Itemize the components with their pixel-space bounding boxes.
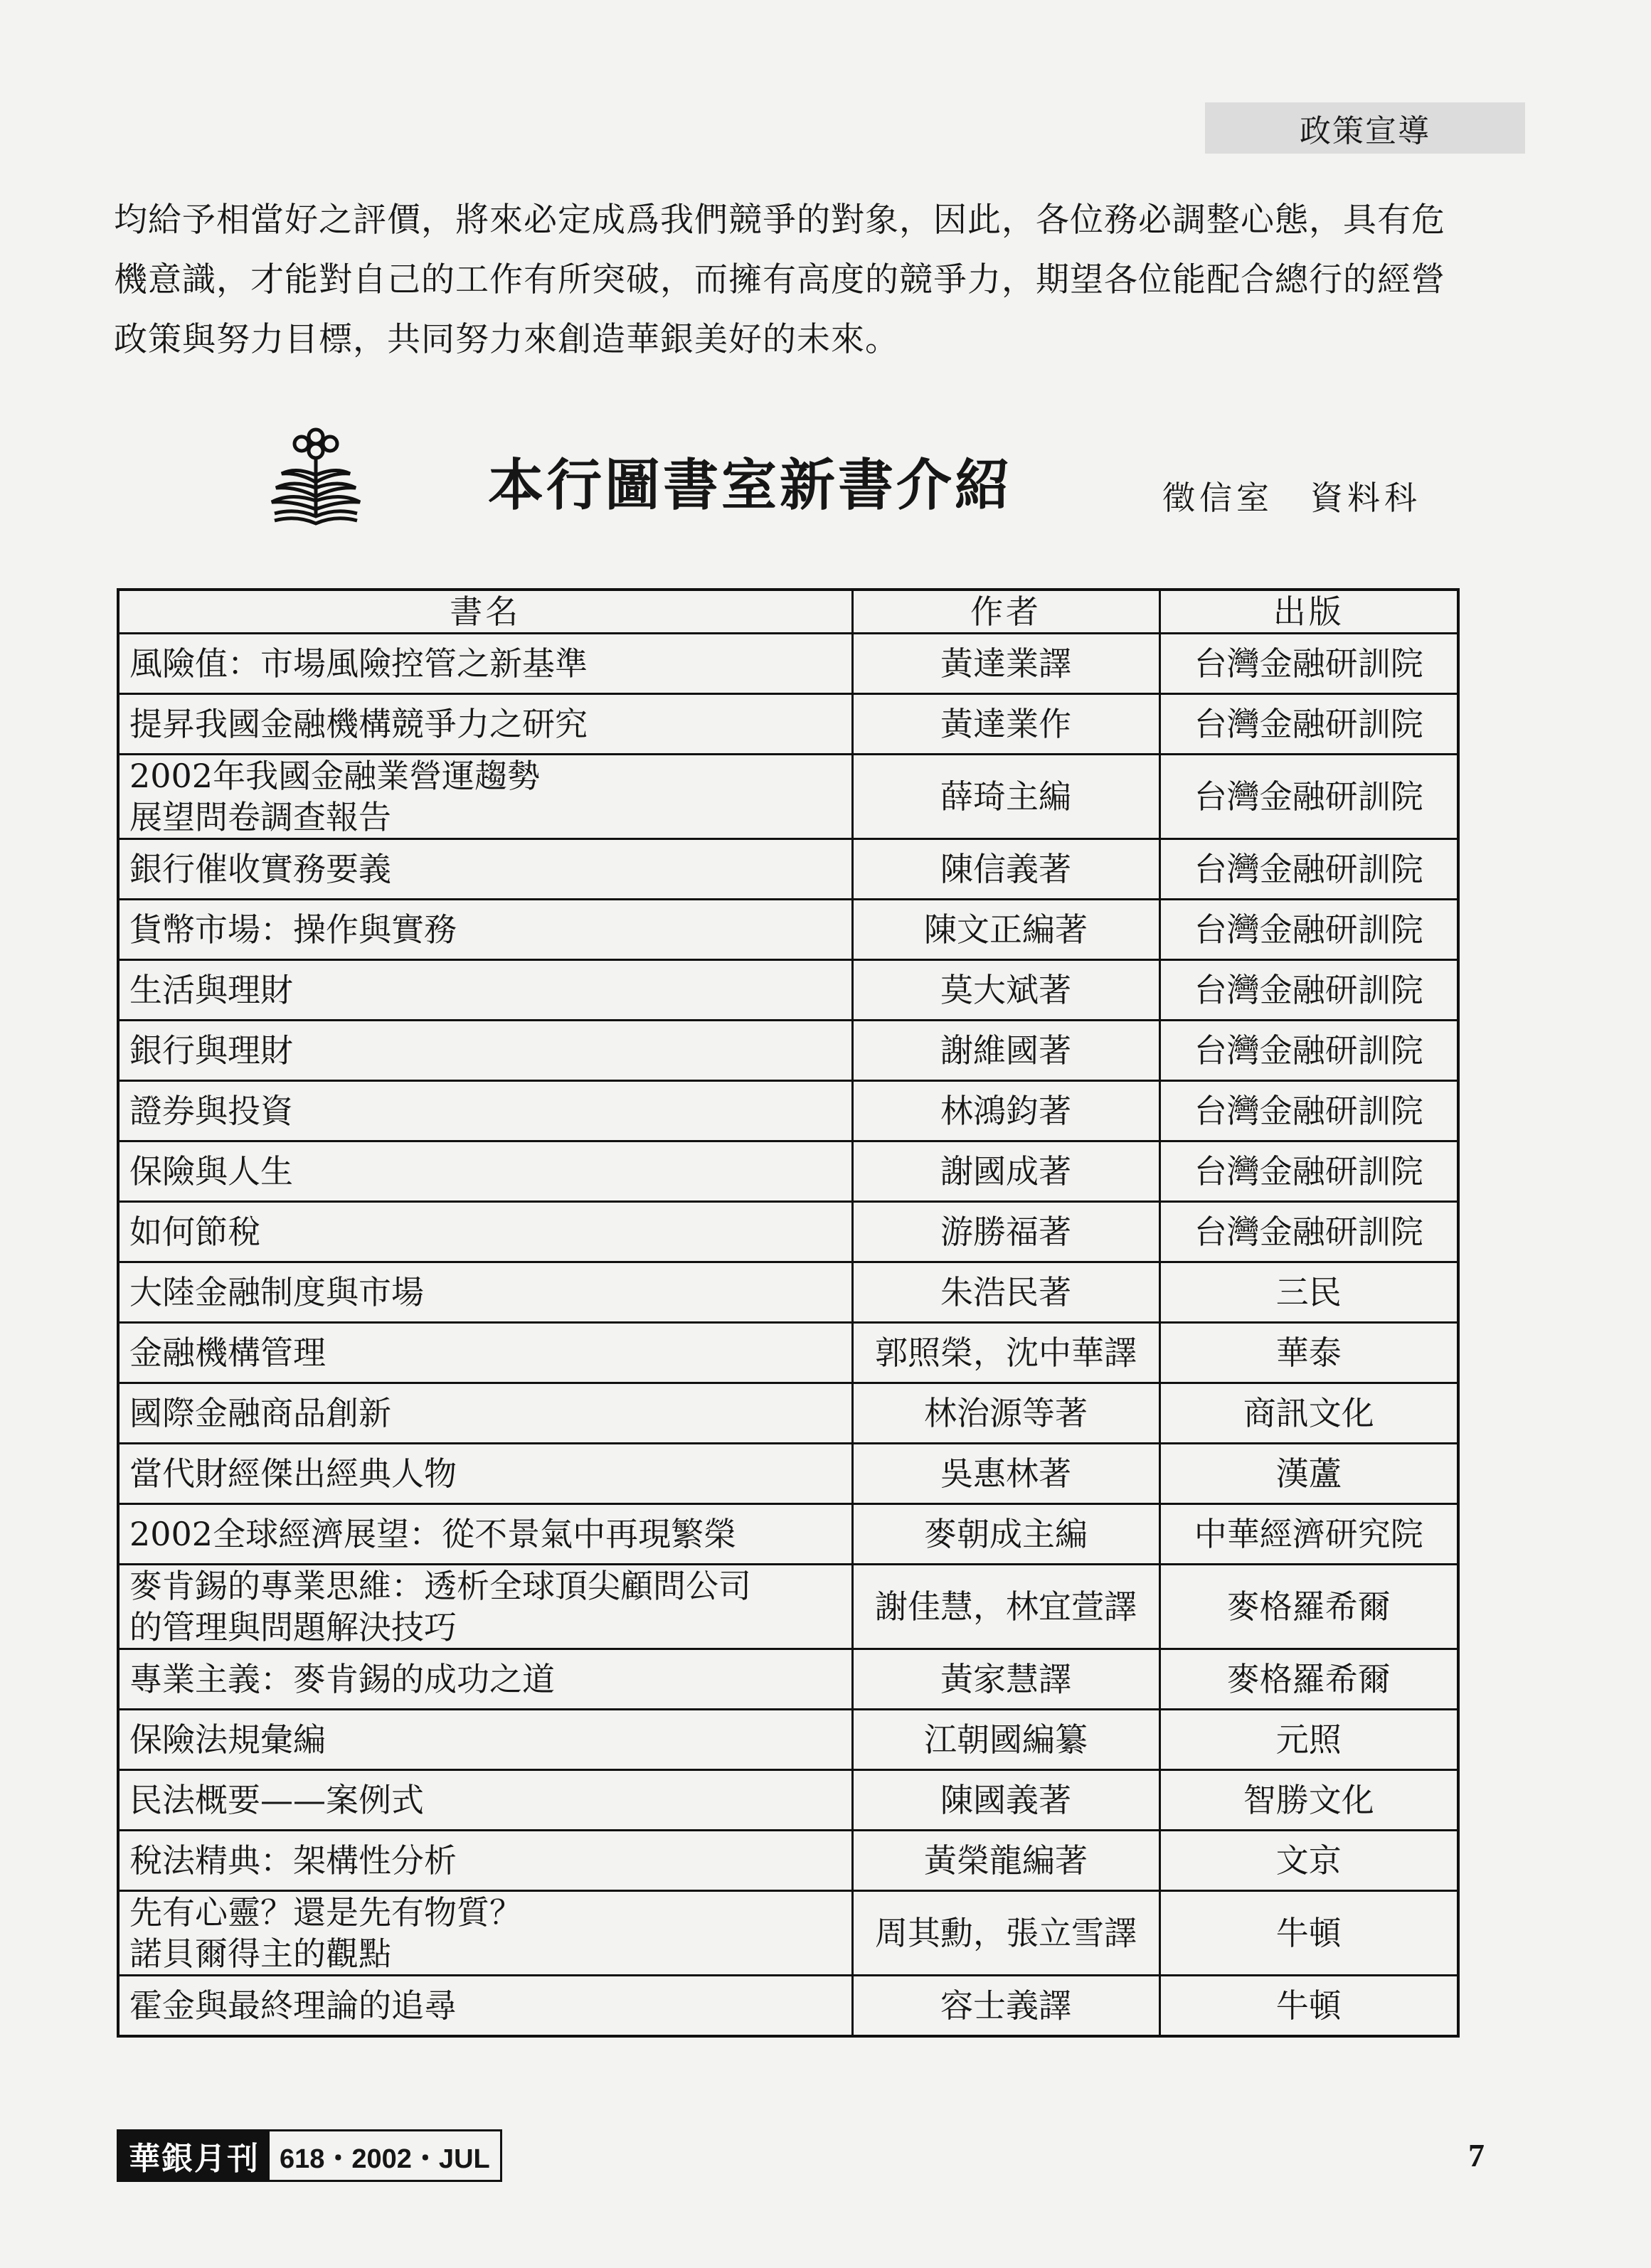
book-title-cell	[118, 694, 852, 755]
book-author-cell: 黃達業作	[852, 694, 1159, 755]
book-publisher-cell: 台灣金融研訓院	[1159, 960, 1458, 1021]
book-title-cell	[118, 839, 852, 900]
book-publisher-cell: 中華經濟研究院	[1159, 1504, 1458, 1565]
book-title-cell	[118, 1831, 852, 1891]
book-author-cell: 林鴻鈞著	[852, 1081, 1159, 1141]
intro-line: 政策與努力目標，共同努力來創造華銀美好的未來。	[114, 320, 899, 359]
book-author-cell: 吳惠林著	[852, 1444, 1159, 1504]
book-publisher-cell: 台灣金融研訓院	[1159, 1141, 1458, 1202]
book-publisher-cell: 台灣金融研訓院	[1159, 1021, 1458, 1081]
table-row	[118, 694, 1458, 755]
book-author-cell: 陳信義著	[852, 839, 1159, 900]
table-row	[118, 1976, 1458, 2037]
book-author-cell: 陳國義著	[852, 1770, 1159, 1831]
table-row	[118, 1710, 1458, 1770]
table-row	[118, 1444, 1458, 1504]
book-publisher-cell: 台灣金融研訓院	[1159, 755, 1458, 839]
book-title-cell	[118, 1444, 852, 1504]
book-title-cell	[118, 1021, 852, 1081]
magazine-name: 華銀月刊	[119, 2131, 270, 2180]
new-books-table	[117, 588, 1460, 2038]
book-title-cell	[118, 1141, 852, 1202]
book-title-line: 展望問卷調查報告	[129, 798, 391, 836]
book-publisher-cell: 麥格羅希爾	[1159, 1565, 1458, 1649]
book-author-cell: 黃家慧譯	[852, 1649, 1159, 1710]
book-author-cell: 黃榮龍編著	[852, 1831, 1159, 1891]
book-title-cell	[118, 1565, 852, 1649]
page-number: 7	[1468, 2137, 1485, 2173]
book-title-cell	[118, 1081, 852, 1141]
byline	[1162, 472, 1421, 519]
table-body	[118, 634, 1458, 2037]
book-title-cell	[118, 1770, 852, 1831]
book-title-line: 金融機構管理	[129, 1333, 326, 1372]
book-title-cell	[118, 634, 852, 694]
book-title-line: 先有心靈？還是先有物質？	[129, 1893, 522, 1932]
book-author-cell: 薛琦主編	[852, 755, 1159, 839]
book-title-line: 霍金與最終理論的追尋	[129, 1986, 457, 2025]
book-title-line: 稅法精典：架構性分析	[129, 1841, 457, 1880]
table-header-row	[118, 590, 1458, 634]
book-publisher-cell: 台灣金融研訓院	[1159, 900, 1458, 960]
book-title-cell	[118, 1891, 852, 1976]
book-title-cell	[118, 1710, 852, 1770]
book-title-line: 國際金融商品創新	[129, 1394, 391, 1432]
book-publisher-cell: 台灣金融研訓院	[1159, 694, 1458, 755]
book-author-cell: 容士義譯	[852, 1976, 1159, 2037]
book-author-cell: 黃達業譯	[852, 634, 1159, 694]
book-publisher-cell: 牛頓	[1159, 1976, 1458, 2037]
book-publisher-cell: 商訊文化	[1159, 1383, 1458, 1444]
table-row	[118, 1770, 1458, 1831]
book-publisher-cell: 元照	[1159, 1710, 1458, 1770]
book-author-cell: 郭照榮，沈中華譯	[852, 1323, 1159, 1383]
book-publisher-cell: 文京	[1159, 1831, 1458, 1891]
book-title-line: 證券與投資	[129, 1092, 293, 1130]
table-row	[118, 1021, 1458, 1081]
table-row	[118, 960, 1458, 1021]
book-title-line: 如何節稅	[129, 1213, 260, 1251]
book-publisher-cell: 智勝文化	[1159, 1770, 1458, 1831]
byline-unit: 資料科	[1310, 479, 1421, 517]
book-publisher-cell: 台灣金融研訓院	[1159, 1202, 1458, 1262]
table-row	[118, 1831, 1458, 1891]
book-title-line: 風險值：市場風險控管之新基準	[129, 644, 588, 683]
book-title-line: 貨幣市場：操作與實務	[129, 910, 457, 949]
table-row	[118, 1565, 1458, 1649]
book-title-cell	[118, 1383, 852, 1444]
book-title-line: 的管理與問題解決技巧	[129, 1608, 457, 1646]
book-author-cell: 謝佳慧，林宜萱譯	[852, 1565, 1159, 1649]
book-title-cell	[118, 1323, 852, 1383]
book-title-cell	[118, 1649, 852, 1710]
intro-paragraph	[114, 191, 1480, 370]
table-row	[118, 1081, 1458, 1141]
book-title-cell	[118, 960, 852, 1021]
book-publisher-cell: 麥格羅希爾	[1159, 1649, 1458, 1710]
article-title: 本行圖書室新書介紹	[488, 454, 1014, 518]
header-publisher: 出版	[1159, 590, 1458, 634]
intro-line: 機意識，才能對自己的工作有所突破，而擁有高度的競爭力，期望各位能配合總行的經營	[114, 260, 1445, 299]
book-title-cell	[118, 1504, 852, 1565]
book-publisher-cell: 台灣金融研訓院	[1159, 1081, 1458, 1141]
table-row	[118, 1323, 1458, 1383]
book-author-cell: 謝維國著	[852, 1021, 1159, 1081]
book-title-cell	[118, 900, 852, 960]
table-row	[118, 839, 1458, 900]
book-publisher-cell: 台灣金融研訓院	[1159, 839, 1458, 900]
book-title-line: 生活與理財	[129, 971, 293, 1009]
book-title-line: 保險與人生	[129, 1152, 293, 1191]
table-row	[118, 1383, 1458, 1444]
book-author-cell: 陳文正編著	[852, 900, 1159, 960]
table-row	[118, 900, 1458, 960]
book-title-line: 銀行催收實務要義	[129, 850, 391, 888]
book-title-line: 當代財經傑出經典人物	[129, 1454, 457, 1493]
book-publisher-cell: 漢蘆	[1159, 1444, 1458, 1504]
book-title-line: 2002年我國金融業營運趨勢	[129, 757, 541, 795]
book-publisher-cell: 華泰	[1159, 1323, 1458, 1383]
book-author-cell: 游勝福著	[852, 1202, 1159, 1262]
table-row	[118, 634, 1458, 694]
book-publisher-cell: 三民	[1159, 1262, 1458, 1323]
book-author-cell: 莫大斌著	[852, 960, 1159, 1021]
book-publisher-cell: 牛頓	[1159, 1891, 1458, 1976]
book-title-cell	[118, 1262, 852, 1323]
table-row	[118, 755, 1458, 839]
table-row	[118, 1504, 1458, 1565]
book-title-line: 銀行與理財	[129, 1031, 293, 1070]
magazine-issue: 618・2002・JUL	[280, 2144, 490, 2174]
book-title-line: 麥肯錫的專業思維：透析全球頂尖顧問公司	[129, 1567, 751, 1605]
book-title-cell	[118, 1202, 852, 1262]
header-author: 作者	[852, 590, 1159, 634]
book-publisher-cell: 台灣金融研訓院	[1159, 634, 1458, 694]
book-flower-logo	[267, 425, 364, 526]
section-tag: 政策宣導	[1205, 102, 1525, 154]
table-row	[118, 1141, 1458, 1202]
book-author-cell: 周其勳，張立雪譯	[852, 1891, 1159, 1976]
table-row	[118, 1891, 1458, 1976]
book-title-line: 民法概要——案例式	[129, 1781, 424, 1819]
book-author-cell: 謝國成著	[852, 1141, 1159, 1202]
book-title-line: 提昇我國金融機構競爭力之研究	[129, 705, 588, 743]
book-author-cell: 林治源等著	[852, 1383, 1159, 1444]
book-title-line: 保險法規彙編	[129, 1720, 326, 1759]
book-author-cell: 朱浩民著	[852, 1262, 1159, 1323]
book-title-line: 諾貝爾得主的觀點	[129, 1934, 391, 1973]
book-title-cell	[118, 1976, 852, 2037]
intro-line: 均給予相當好之評價，將來必定成爲我們競爭的對象，因此，各位務必調整心態，具有危	[114, 201, 1445, 240]
header-title: 書名	[118, 590, 852, 634]
book-title-line: 大陸金融制度與市場	[129, 1273, 424, 1311]
book-title-cell	[118, 755, 852, 839]
table-row	[118, 1262, 1458, 1323]
book-title-line: 專業主義：麥肯錫的成功之道	[129, 1660, 555, 1698]
book-title-line: 2002全球經濟展望：從不景氣中再現繁榮	[129, 1515, 737, 1553]
byline-department: 徵信室	[1162, 479, 1273, 517]
table-row	[118, 1202, 1458, 1262]
book-author-cell: 麥朝成主編	[852, 1504, 1159, 1565]
book-author-cell: 江朝國編纂	[852, 1710, 1159, 1770]
magazine-label	[117, 2129, 502, 2182]
table-row	[118, 1649, 1458, 1710]
